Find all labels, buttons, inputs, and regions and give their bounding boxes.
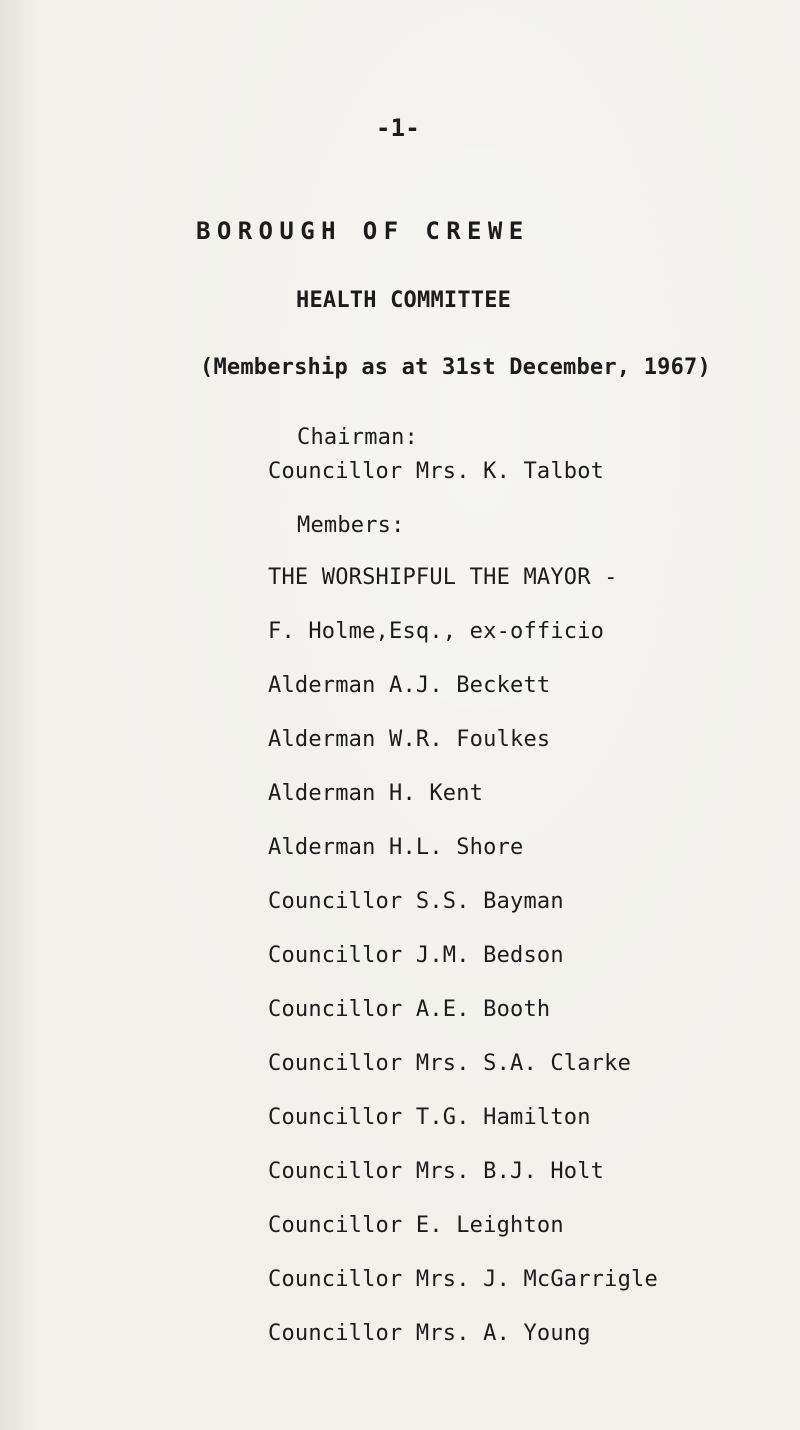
page-number: -1- [376,114,420,142]
member-entry: Councillor Mrs. J. McGarrigle [268,1267,658,1292]
member-entry: F. Holme,Esq., ex-officio [268,619,605,644]
committee-heading: HEALTH COMMITTEE [296,288,512,313]
member-entry: Alderman H.L. Shore [268,835,524,860]
member-entry: THE WORSHIPFUL THE MAYOR - [268,565,618,590]
scan-edge-shadow [0,0,38,1430]
chairman-name: Councillor Mrs. K. Talbot [268,459,605,484]
member-entry: Alderman W.R. Foulkes [268,727,551,752]
chairman-label: Chairman: [297,425,419,450]
member-entry: Councillor Mrs. B.J. Holt [268,1159,605,1184]
member-entry: Councillor A.E. Booth [268,997,551,1022]
membership-note: (Membership as at 31st December, 1967) [200,355,711,380]
member-entry: Alderman H. Kent [268,781,484,806]
member-entry: Councillor Mrs. A. Young [268,1321,591,1346]
member-entry: Councillor T.G. Hamilton [268,1105,591,1130]
members-label: Members: [297,513,405,538]
member-entry: Councillor S.S. Bayman [268,889,564,914]
member-entry: Councillor Mrs. S.A. Clarke [268,1051,632,1076]
member-entry: Councillor E. Leighton [268,1213,564,1238]
member-entry: Alderman A.J. Beckett [268,673,551,698]
member-entry: Councillor J.M. Bedson [268,943,564,968]
borough-heading: BOROUGH OF CREWE [196,217,530,245]
